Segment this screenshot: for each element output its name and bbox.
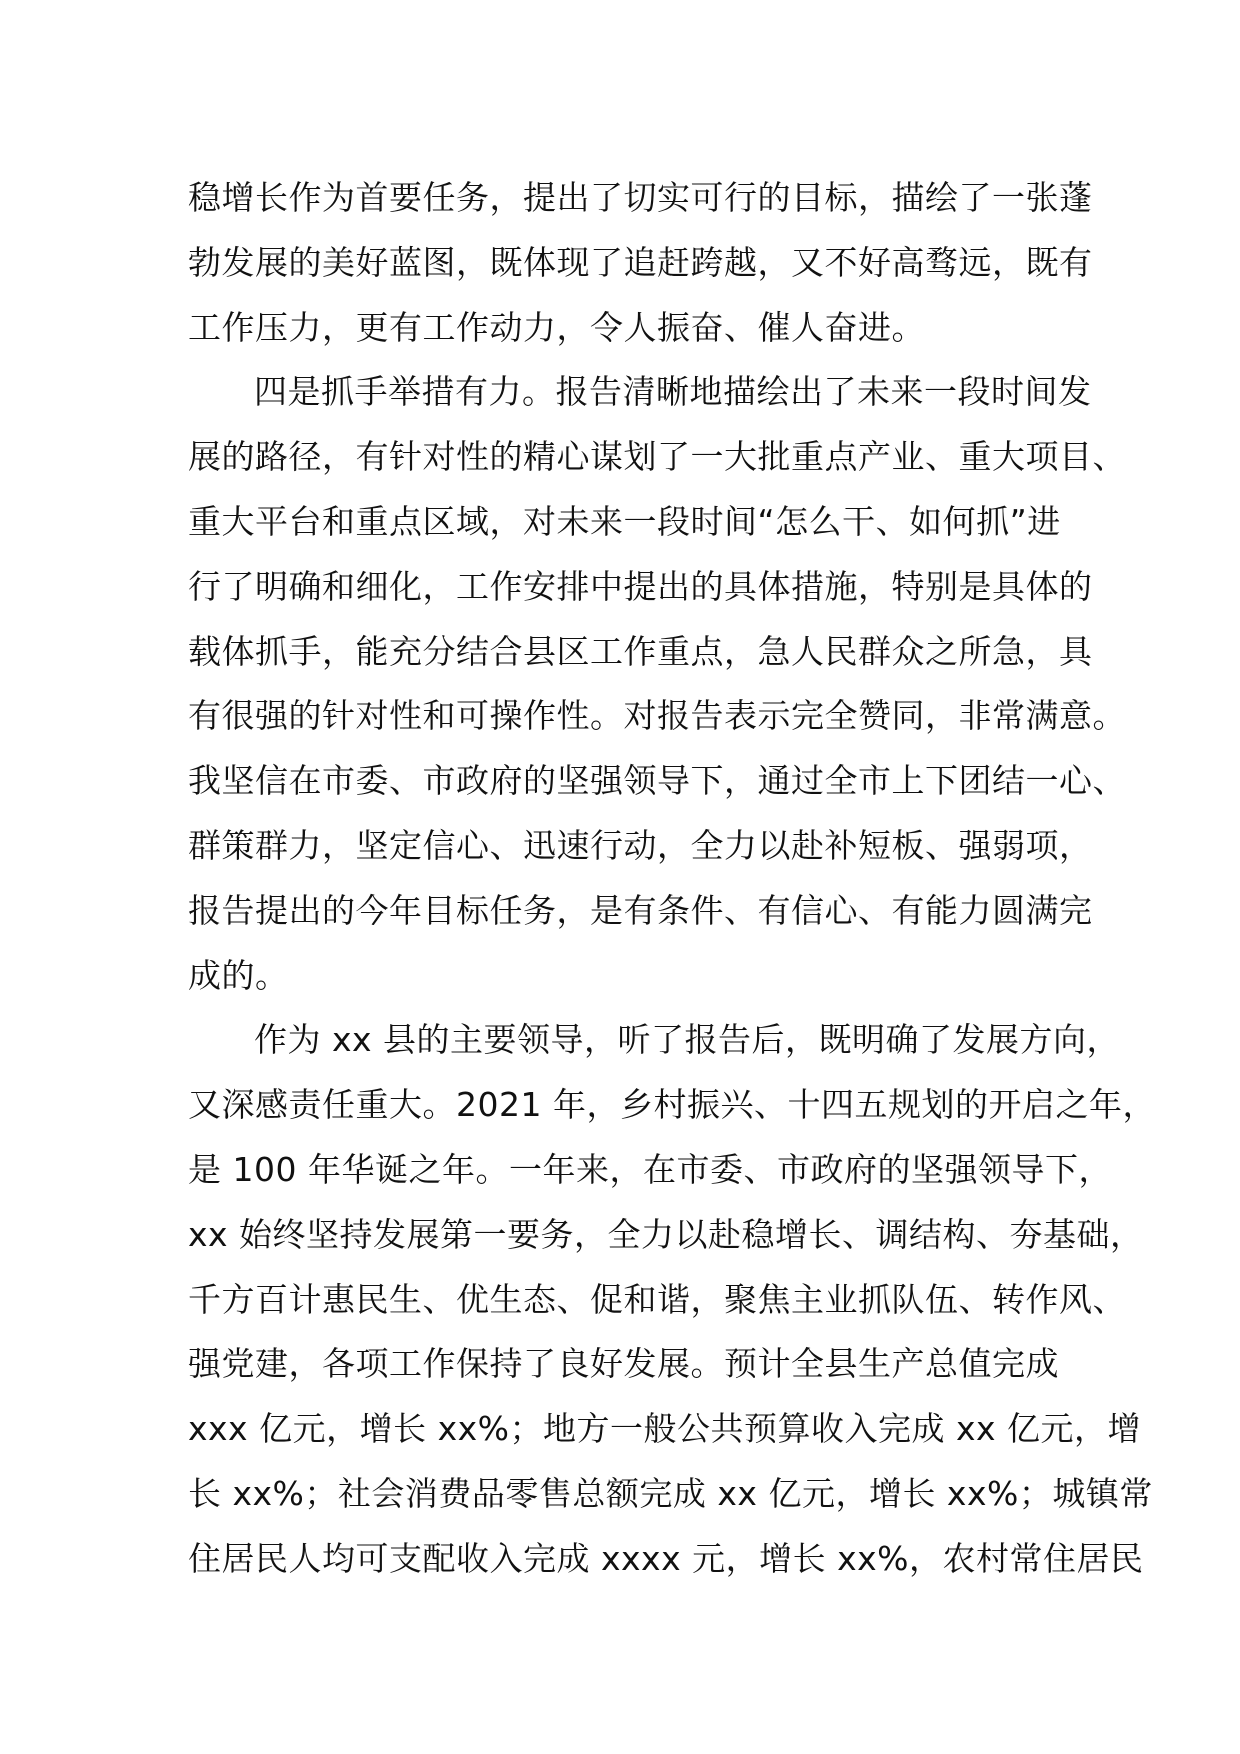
paragraph-county-leader bbox=[188, 1008, 1156, 1591]
text-line: 强党建，各项工作保持了良好发展。预计全县生产总值完成 bbox=[188, 1344, 1059, 1384]
text-line: 行了明确和细化，工作安排中提出的具体措施，特别是具体的 bbox=[188, 566, 1093, 606]
text-line: 重大平台和重点区域，对未来一段时间“怎么干、如何抓”进 bbox=[188, 501, 1061, 541]
text-line: xx 始终坚持发展第一要务，全力以赴稳增长、调结构、夯基础， bbox=[188, 1214, 1144, 1254]
paragraph-continuation bbox=[188, 166, 1093, 360]
text-line: 稳增长作为首要任务，提出了切实可行的目标，描绘了一张蓬 bbox=[188, 178, 1093, 217]
text-line: 长 xx%；社会消费品零售总额完成 xx 亿元，增长 xx%；城镇常 bbox=[188, 1473, 1153, 1513]
text-line: 是 100 年华诞之年。一年来，在市委、市政府的坚强领导下， bbox=[188, 1149, 1112, 1189]
text-line: 工作压力，更有工作动力，令人振奋、催人奋进。 bbox=[188, 307, 925, 347]
text-line: 有很强的针对性和可操作性。对报告表示完全赞同，非常满意。 bbox=[188, 696, 1126, 736]
text-line: 作为 xx 县的主要领导，听了报告后，既明确了发展方向， bbox=[254, 1020, 1121, 1060]
text-line: 群策群力，坚定信心、迅速行动，全力以赴补短板、强弱项， bbox=[188, 825, 1093, 865]
text-line: 四是抓手举措有力。报告清晰地描绘出了未来一段时间发 bbox=[254, 372, 1092, 412]
text-line: 勃发展的美好蓝图，既体现了追赶跨越，又不好高骛远，既有 bbox=[188, 242, 1093, 282]
text-line: 千方百计惠民生、优生态、促和谐，聚焦主业抓队伍、转作风、 bbox=[188, 1279, 1126, 1319]
text-line: 载体抓手，能充分结合县区工作重点，急人民群众之所急，具 bbox=[188, 631, 1093, 671]
text-line: 住居民人均可支配收入完成 xxxx 元，增长 xx%，农村常住居民 bbox=[188, 1538, 1144, 1578]
text-line: 报告提出的今年目标任务，是有条件、有信心、有能力圆满完 bbox=[188, 890, 1093, 930]
text-line: 展的路径，有针对性的精心谋划了一大批重点产业、重大项目、 bbox=[188, 437, 1126, 477]
text-line: 我坚信在市委、市政府的坚强领导下，通过全市上下团结一心、 bbox=[188, 761, 1126, 801]
text-line: xxx 亿元，增长 xx%；地方一般公共预算收入完成 xx 亿元，增 bbox=[188, 1409, 1142, 1449]
paragraph-point-four bbox=[188, 360, 1126, 1008]
text-line: 成的。 bbox=[188, 955, 289, 995]
document-body bbox=[188, 166, 1156, 1592]
text-line: 又深感责任重大。2021 年，乡村振兴、十四五规划的开启之年， bbox=[188, 1085, 1156, 1125]
